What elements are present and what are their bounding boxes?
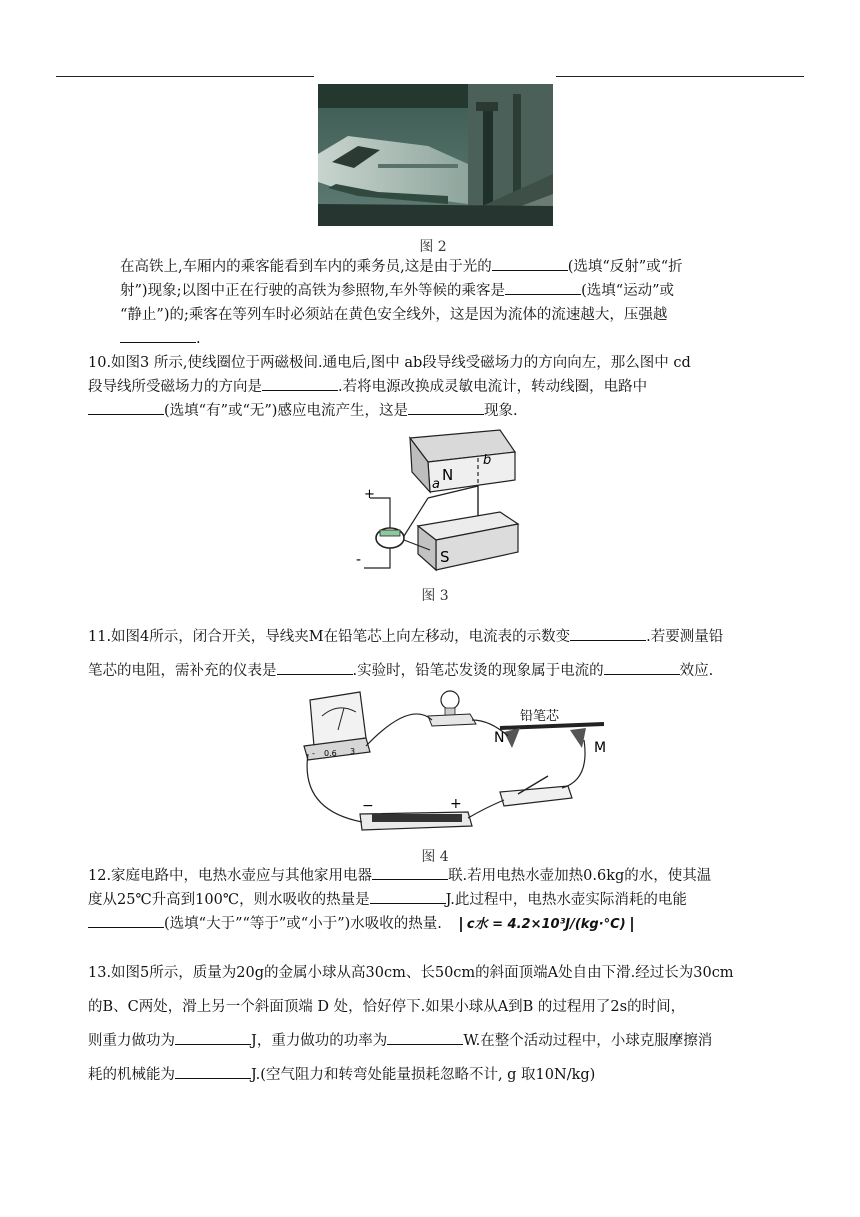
label-minus: -	[356, 552, 362, 568]
battery-minus: −	[362, 798, 374, 814]
answer-blank[interactable]	[88, 913, 164, 928]
answer-blank[interactable]	[88, 400, 164, 415]
answer-blank[interactable]	[262, 376, 338, 391]
question-9	[120, 255, 800, 351]
q13-line4a: 耗的机械能为	[88, 1067, 175, 1083]
figure-3-caption: 图 3	[421, 588, 449, 604]
answer-blank[interactable]	[570, 626, 646, 641]
q11-line2c: 效应.	[679, 663, 714, 679]
label-plus: +	[364, 487, 375, 502]
answer-blank[interactable]	[604, 660, 680, 675]
q9-line1: 在高铁上,车厢内的乘客能看到车内的乘务员,这是由于光的	[120, 259, 492, 275]
question-10	[88, 351, 808, 423]
q10-line2b: .若将电源改换成灵敏电流计，转动线圈，电路中	[338, 379, 648, 395]
answer-blank[interactable]	[492, 256, 568, 271]
label-n: N	[442, 466, 454, 484]
q10-line1: 10.如图3 所示,使线圈位于两磁极间.通电后,图中 ab段导线受磁场力的方向向左，那么图中 cd	[88, 355, 691, 371]
figure-4-caption: 图 4	[421, 849, 449, 865]
label-n: N	[494, 730, 505, 746]
specific-heat-formula: c水 = 4.2×10³J/(kg·°C)	[460, 917, 633, 932]
q9-line2: 射”)现象;以图中正在行驶的高铁为参照物,车外等候的乘客是	[120, 283, 506, 299]
label-b: b	[483, 453, 492, 468]
q9-line4-end: .	[196, 331, 201, 347]
q10-line3a: (选填“有”或“无”)感应电流产生，这是	[164, 403, 408, 419]
answer-blank[interactable]	[505, 280, 581, 295]
q13-line3b: J，重力做功的功率为	[251, 1033, 388, 1049]
answer-blank[interactable]	[277, 660, 353, 675]
q9-line1b: (选填“反射”或“折	[567, 259, 683, 275]
battery-plus: +	[450, 796, 462, 812]
answer-blank[interactable]	[408, 400, 484, 415]
q11-line1b: .若要测量铅	[646, 629, 724, 645]
label-a: a	[432, 477, 440, 492]
answer-blank[interactable]	[120, 328, 196, 343]
header-rule-right	[556, 76, 804, 77]
circuit-diagram	[300, 690, 620, 845]
q9-line2b: (选填“运动”或	[581, 283, 675, 299]
q12-line2a: 度从25℃升高到100℃，则水吸收的热量是	[88, 892, 370, 908]
train-photo	[318, 84, 553, 226]
meter-terminal-3: 3	[350, 747, 356, 756]
answer-blank[interactable]	[175, 1030, 251, 1045]
q13-line1: 13.如图5所示，质量为20g的金属小球从高30cm、长50cm的斜面顶端A处自由下滑.经过长为30cm	[88, 965, 734, 981]
q11-line2a: 笔芯的电阻，需补充的仪表是	[88, 663, 277, 679]
q12-line1b: 联.若用电热水壶加热0.6kg的水，使其温	[448, 868, 712, 884]
q12-line3a: (选填“大于”“等于”或“小于”)水吸收的热量.	[164, 916, 442, 932]
answer-blank[interactable]	[175, 1064, 251, 1079]
question-13	[88, 956, 808, 1092]
figure-2-caption: 图 2	[419, 239, 447, 255]
answer-blank[interactable]	[370, 889, 446, 904]
header-rule-left	[56, 76, 314, 77]
q13-line4b: J.(空气阻力和转弯处能量损耗忽略不计, g 取10N/kg)	[251, 1067, 596, 1083]
meter-terminal-1: -	[312, 749, 315, 758]
label-m: M	[594, 740, 607, 756]
q12-line2b: J.此过程中，电热水壶实际消耗的电能	[445, 892, 687, 908]
motor-diagram	[350, 428, 530, 578]
answer-blank[interactable]	[372, 865, 448, 880]
label-s: S	[440, 548, 450, 566]
q13-line2: 的B、C两处，滑上另一个斜面顶端 D 处，恰好停下.如果小球从A到B 的过程用了2s的时间，	[88, 999, 686, 1015]
q9-line3: “静止”)的;乘客在等列车时必须站在黄色安全线外，这是因为流体的流速越大，压强越	[120, 307, 668, 323]
q11-line1a: 11.如图4所示，闭合开关，导线夹M在铅笔芯上向左移动，电流表的示数变	[88, 629, 571, 645]
pencil-label: 铅笔芯	[520, 709, 560, 724]
meter-terminal-2: 0.6	[324, 749, 337, 758]
q13-line3c: W.在整个活动过程中，小球克服摩擦消	[463, 1033, 713, 1049]
q11-line2b: .实验时，铅笔芯发烫的现象属于电流的	[352, 663, 604, 679]
question-12	[88, 864, 808, 937]
q13-line3a: 则重力做功为	[88, 1033, 175, 1049]
q12-line1a: 12.家庭电路中，电热水壶应与其他家用电器	[88, 868, 373, 884]
q10-line2a: 段导线所受磁场力的方向是	[88, 379, 262, 395]
question-11	[88, 620, 808, 688]
q10-line3b: 现象.	[483, 403, 518, 419]
answer-blank[interactable]	[387, 1030, 463, 1045]
